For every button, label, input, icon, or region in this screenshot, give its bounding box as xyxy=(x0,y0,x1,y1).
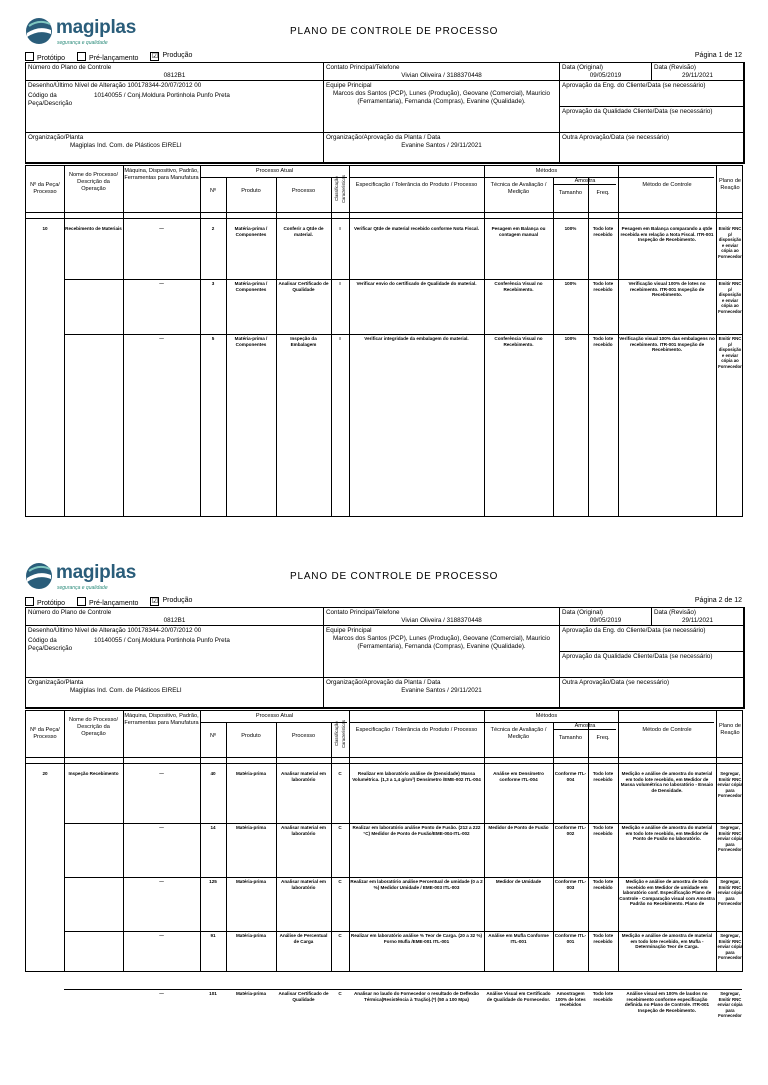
row-classification: I xyxy=(339,226,341,231)
row-frequency: Todo lote recebido xyxy=(592,933,614,944)
row-product: Matéria-prima xyxy=(235,991,267,996)
date-revision-label: Data (Revisão) xyxy=(654,609,696,616)
row-reaction-plan: Emitir RNC p/ disposição e enviar cópia ao Fornecedor xyxy=(718,281,742,314)
row-reaction-plan: Segregar, Emitir RNC enviar cópia para Fornecedor xyxy=(717,879,743,907)
plan-number-label: Número do Plano de Controle xyxy=(28,609,112,616)
team-label: Equipe Principal xyxy=(326,627,372,634)
row-process-name xyxy=(65,336,122,387)
page-title: PLANO DE CONTROLE DE PROCESSO xyxy=(290,571,499,582)
col-header-size: Tamanho xyxy=(558,735,582,741)
row-sample-size: Conforme ITL-002 xyxy=(554,825,587,836)
stage-checkbox[interactable] xyxy=(77,52,138,62)
col-header-product: Produto xyxy=(241,733,261,739)
row-divider xyxy=(64,823,742,824)
row-classification: C xyxy=(338,933,342,938)
row-technique: Análise em Densímetro conforme ITL-004 xyxy=(493,771,544,782)
row-process: Analisar material em laboratório xyxy=(281,825,326,836)
row-classification: I xyxy=(339,336,341,341)
col-header-machine: Máquina, Dispositivo, Padrão, Ferramentas para Manufatura xyxy=(124,713,199,726)
team-cell xyxy=(324,81,560,133)
col-header-technique: Técnica de Avaliação / Medição xyxy=(490,727,547,740)
row-process: Analisar Certificado de Qualidade xyxy=(278,281,329,292)
process-table xyxy=(25,165,743,517)
checkbox-icon xyxy=(77,597,86,606)
row-control-method: Verificação visual 100% das embalagens no recebimento. ITR-001 Inspeção de Recebimento. xyxy=(619,336,715,353)
row-product: Matéria-prima xyxy=(235,771,267,776)
row-specification: Realizar em laboratório análise Ponto de Fusão. (212 a 222 °C) Medidor de Ponto de Fusão/EME-004-ITL-002 xyxy=(352,825,481,836)
col-header-sample: Amostra xyxy=(574,178,596,184)
row-divider xyxy=(64,334,742,335)
contact-label: Contato Principal/Telefone xyxy=(326,609,400,616)
eng-approval: Aprovação da Eng. do Cliente/Data (se necessário) xyxy=(562,627,706,634)
header-divider xyxy=(26,212,742,213)
row-control-method: Verificação visual 100% de lotes no recebimento. ITR-001 Inspeção de Recebimento. xyxy=(628,281,706,298)
row-technique: Medidor de Umidade xyxy=(495,879,542,884)
team-value: Marcos dos Santos (PCP), Lunes (Produção), Geovane (Comercial), Mauricio (Ferramentaria), Fernanda (Compras), Evanine (Qualidade). xyxy=(333,635,550,650)
row-sample-size: 100% xyxy=(564,226,577,231)
magiplas-logo xyxy=(24,559,164,595)
row-process: Conferir a Qtde de material. xyxy=(283,226,324,237)
row-divider xyxy=(64,989,742,990)
row-classification: C xyxy=(338,825,342,830)
row-frequency: Todo lote recebido xyxy=(592,336,614,347)
row-process-name: Inspeção Recebimento xyxy=(68,771,119,776)
row-operation-number xyxy=(27,281,63,332)
row-technique: Análise em Mufla Conforme ITL-001 xyxy=(488,933,549,944)
stage-checkbox[interactable] xyxy=(150,597,192,607)
col-header-process-name: Nome do Processo/ Descrição da Operação xyxy=(68,717,119,737)
col-header-number: Nº xyxy=(209,733,217,739)
row-machine: — xyxy=(159,281,164,286)
plan-header xyxy=(25,62,745,164)
col-header-process: Processo xyxy=(291,733,316,739)
row-divider xyxy=(64,931,742,932)
date-original-label: Data (Original) xyxy=(562,609,603,616)
globe-logo-icon xyxy=(24,561,54,591)
row-specification: Verificar envio do certificado de Qualidade do material. xyxy=(356,281,477,286)
stage-checkboxes xyxy=(25,52,192,62)
row-process-name xyxy=(65,281,122,332)
page-number: Página 1 de 12 xyxy=(694,52,742,59)
stage-checkbox[interactable] xyxy=(25,597,65,607)
row-operation-number xyxy=(27,991,63,1037)
row-specification: Realizar em laboratório análise % Teor de Carga. (20 a 32 %) Forno Mufla /EME-001 ITL-001 xyxy=(350,933,483,944)
org-approval: Evanine Santos / 29/11/2021 xyxy=(401,687,482,694)
subheader-divider xyxy=(200,722,347,723)
row-divider xyxy=(64,877,742,878)
row-number: 40 xyxy=(210,771,216,776)
checkbox-icon xyxy=(25,52,34,61)
row-control-method: Análise visual em 100% de laudos no recebimento conforme especificação definida no Plano de Controle. ITR-001 Inspeção de Recebimento. xyxy=(624,991,710,1013)
row-sample-size: Conforme ITL-003 xyxy=(554,879,587,890)
stage-label: Pré-lançamento xyxy=(89,600,139,607)
document-page xyxy=(0,545,768,1085)
stage-label: Produção xyxy=(162,597,193,604)
col-header-size: Tamanho xyxy=(558,190,582,196)
org-approval-cell xyxy=(324,678,560,708)
stage-checkboxes xyxy=(25,597,192,607)
stage-checkbox[interactable] xyxy=(77,597,138,607)
contact-cell xyxy=(324,608,560,626)
row-control-method: Medição e análise de amostra de material em todo lote recebido, em Mufla - Determinação Teor de Carga. xyxy=(621,933,713,950)
eng-approval: Aprovação da Eng. do Cliente/Data (se necessário) xyxy=(562,82,706,89)
row-reaction-plan: Emitir RNC p/ disposição e enviar cópia ao Fornecedor xyxy=(718,336,742,369)
row-sample-size: 100% xyxy=(564,281,577,286)
drawing-cell xyxy=(26,81,324,133)
row-number: 2 xyxy=(211,226,215,231)
col-header-current-process: Processo Atual xyxy=(255,713,294,719)
quality-approval-cell xyxy=(560,107,744,133)
row-operation-number xyxy=(27,879,63,929)
col-header-process-name: Nome do Processo/ Descrição da Operação xyxy=(68,172,119,192)
col-header-technique: Técnica de Avaliação / Medição xyxy=(490,182,547,195)
row-machine: — xyxy=(159,879,164,884)
row-frequency: Todo lote recebido xyxy=(592,879,614,890)
header-bottom xyxy=(26,763,742,764)
row-classification: I xyxy=(339,281,341,286)
row-process: Analisar material em laboratório xyxy=(281,771,326,782)
col-header-control-method: Método de Controle xyxy=(642,727,692,733)
drawing-cell xyxy=(26,626,324,678)
plan-number: 0812B1 xyxy=(163,617,186,624)
col-header-specification: Especificação / Tolerância do Produto / Processo xyxy=(355,182,478,188)
checkbox-icon xyxy=(25,597,34,606)
row-number: 101 xyxy=(209,991,217,996)
col-header-product: Produto xyxy=(241,188,261,194)
subheader-divider xyxy=(200,177,347,178)
row-frequency: Todo lote recebido xyxy=(592,991,614,1002)
row-product: Matéria-prima / Componentes xyxy=(234,226,268,237)
date-original-cell xyxy=(560,63,652,81)
row-machine: — xyxy=(159,336,164,341)
checkbox-icon: ☑ xyxy=(151,598,159,605)
row-specification: Analisar no laudo do Fornecedor o resultado de Deflexão Térmica(Resistência à Tração).(*) (50 a 100 Mpa) xyxy=(353,991,480,1002)
row-reaction-plan: Segregar, Emitir RNC enviar cópia para Fornecedor xyxy=(717,771,743,799)
org-approval-label: Organização/Aprovação da Planta / Data xyxy=(326,679,441,686)
row-process: Analisar Certificado de Qualidade xyxy=(278,991,329,1002)
row-frequency: Todo lote recebido xyxy=(592,226,614,237)
col-header-methods: Métodos xyxy=(535,713,558,719)
row-product: Matéria-prima xyxy=(235,825,267,830)
process-table xyxy=(25,710,743,1019)
row-reaction-plan: Segregar, Emitir RNC enviar cópia para Fornecedor xyxy=(717,991,743,1019)
stage-checkbox[interactable] xyxy=(25,52,65,62)
row-technique: Análise Visual em Certificado de Qualidade do Fornecedor. xyxy=(486,991,551,1002)
row-operation-number xyxy=(27,825,63,875)
row-divider xyxy=(64,279,742,280)
globe-logo-icon xyxy=(24,16,54,46)
col-header-part-number: Nº da Peça/ Processo xyxy=(30,182,60,195)
row-number: 5 xyxy=(211,336,215,341)
col-header-sample: Amostra xyxy=(574,723,596,729)
row-frequency: Todo lote recebido xyxy=(592,771,614,782)
brand-name: magiplas xyxy=(56,562,136,583)
row-sample-size: Conforme ITL-004 xyxy=(554,771,587,782)
row-number: 125 xyxy=(209,879,217,884)
stage-label: Produção xyxy=(162,52,193,59)
other-approval-cell xyxy=(560,678,744,708)
row-control-method: Medição e análise de amostra do material em todo lote recebido, em Medidor de Massa volumétrica no laboratório - Ensaio de Densidade. xyxy=(620,771,714,793)
row-specification: Verificar integridade da embalagem do material. xyxy=(364,336,469,341)
magiplas-logo xyxy=(24,14,164,50)
col-header-specification: Especificação / Tolerância do Produto / Processo xyxy=(355,727,478,733)
col-header-machine: Máquina, Dispositivo, Padrão, Ferramentas para Manufatura xyxy=(124,168,199,181)
row-product: Matéria-prima xyxy=(235,933,267,938)
col-header-control-method: Método de Controle xyxy=(642,182,692,188)
row-product: Matéria-prima / Componentes xyxy=(234,281,268,292)
date-original-label: Data (Original) xyxy=(562,64,603,71)
row-control-method: Pesagem em Balança comparando a qtde recebida em relação a Nota Fiscal. ITR-001 Inspeção de Recebimento. xyxy=(620,226,714,243)
other-approval: Outra Aprovação/Data (se necessário) xyxy=(562,134,670,141)
plan-number: 0812B1 xyxy=(163,72,186,79)
row-machine: — xyxy=(159,226,164,231)
plan-number-label: Número do Plano de Controle xyxy=(28,64,112,71)
row-operation-number xyxy=(27,336,63,387)
header-bottom xyxy=(26,218,742,219)
row-process-name: Recebimento de Materiais xyxy=(65,226,122,231)
code-value: 10140055 / Conj.Moldura Portinhola Punfo Preta xyxy=(94,637,230,644)
col-header-current-process: Processo Atual xyxy=(255,168,294,174)
brand-tagline: segurança e qualidade xyxy=(57,40,108,46)
row-specification: Realizar em laboratório análise Percentual de umidade (0 a 2 %) Medidor Umidade / EME-003 ITL-003 xyxy=(350,879,483,890)
drawing-label: Desenho/Último Nível de Alteração xyxy=(28,82,126,89)
col-header-reaction-plan: Plano de Reação xyxy=(718,723,742,736)
row-process-name xyxy=(65,879,122,929)
org-cell xyxy=(26,133,324,163)
row-specification: Verificar Qtde de material recebido conforme Nota Fiscal. xyxy=(353,226,480,231)
date-revision: 29/11/2021 xyxy=(681,617,714,624)
row-machine: — xyxy=(159,825,164,830)
row-technique: Conferência Visual no Recebimento. xyxy=(494,336,543,347)
brand-name: magiplas xyxy=(56,17,136,38)
org-cell xyxy=(26,678,324,708)
col-header-number: Nº xyxy=(209,188,217,194)
row-machine: — xyxy=(159,933,164,938)
row-number: 3 xyxy=(211,281,215,286)
col-header-frequency: Freq. xyxy=(596,190,610,196)
row-reaction-plan: Segregar, Emitir RNC enviar cópia para Fornecedor xyxy=(717,933,743,961)
row-machine: — xyxy=(159,771,164,776)
code-value: 10140055 / Conj.Moldura Portinhola Punfo Preta xyxy=(94,92,230,99)
row-frequency: Todo lote recebido xyxy=(592,281,614,292)
date-original-cell xyxy=(560,608,652,626)
code-label: Código da Peça/Descrição xyxy=(28,92,73,107)
date-original: 09/05/2019 xyxy=(589,72,622,79)
org-approval-label: Organização/Aprovação da Planta / Data xyxy=(326,134,441,141)
org-approval-cell xyxy=(324,133,560,163)
row-reaction-plan: Emitir RNC p/ disposição e enviar cópia ao Fornecedor xyxy=(718,226,742,259)
row-technique: Conferência Visual no Recebimento. xyxy=(494,281,543,292)
quality-approval: Aprovação da Qualidade Cliente/Data (se necessário) xyxy=(562,108,713,115)
col-header-classification: Classificação Características xyxy=(334,175,346,203)
row-process-name xyxy=(65,933,122,987)
row-operation-number: 10 xyxy=(42,226,48,231)
other-approval: Outra Aprovação/Data (se necessário) xyxy=(562,679,670,686)
subheader-divider xyxy=(349,177,714,178)
contact-label: Contato Principal/Telefone xyxy=(326,64,400,71)
date-original: 09/05/2019 xyxy=(589,617,622,624)
eng-approval-cell xyxy=(560,626,744,652)
row-classification: C xyxy=(338,879,342,884)
row-sample-size: Amostragem 100% de lotes recebidos xyxy=(555,991,586,1008)
stage-label: Protótipo xyxy=(37,600,66,607)
org-label: Organização/Planta xyxy=(28,679,84,686)
drawing-value: 100178344-20/07/2012 00 xyxy=(127,627,202,634)
checkbox-icon: ☑ xyxy=(151,53,159,60)
subheader-divider xyxy=(349,722,714,723)
row-product: Matéria-prima / Componentes xyxy=(234,336,268,347)
code-label: Código da Peça/Descrição xyxy=(28,637,73,652)
org-value: Magiplas Ind. Com. de Plásticos EIRELI xyxy=(70,142,182,149)
team-label: Equipe Principal xyxy=(326,82,372,89)
row-process-name xyxy=(65,991,122,1037)
quality-approval-cell xyxy=(560,652,744,678)
team-cell xyxy=(324,626,560,678)
col-header-reaction-plan: Plano de Reação xyxy=(718,178,742,191)
row-classification: C xyxy=(338,991,342,996)
plan-number-cell xyxy=(26,63,324,81)
row-machine: — xyxy=(159,991,164,996)
row-technique: Medidor de Ponto de Fusão xyxy=(488,825,549,830)
contact-value: Vivian Oliveira / 3188370448 xyxy=(401,617,482,624)
org-approval: Evanine Santos / 29/11/2021 xyxy=(401,142,482,149)
team-value: Marcos dos Santos (PCP), Lunes (Produção), Geovane (Comercial), Mauricio (Ferramentaria), Fernanda (Compras), Evanine (Qualidade). xyxy=(333,90,550,105)
drawing-label: Desenho/Último Nível de Alteração xyxy=(28,627,126,634)
eng-approval-cell xyxy=(560,81,744,107)
drawing-value: 100178344-20/07/2012 00 xyxy=(127,82,202,89)
row-control-method: Medição e análise de amostra do material em todo lote recebido, em Medidor de Ponto de Fusão no laboratório. xyxy=(621,825,713,842)
org-label: Organização/Planta xyxy=(28,134,84,141)
contact-cell xyxy=(324,63,560,81)
plan-number-cell xyxy=(26,608,324,626)
stage-label: Pré-lançamento xyxy=(89,55,139,62)
row-number: 14 xyxy=(210,825,216,830)
row-sample-size: Conforme ITL-001 xyxy=(554,933,587,944)
row-technique: Pesagem em Balança ou contagem manual xyxy=(491,226,546,237)
page-title: PLANO DE CONTROLE DE PROCESSO xyxy=(290,26,499,37)
date-revision-label: Data (Revisão) xyxy=(654,64,696,71)
row-operation-number: 20 xyxy=(42,771,48,776)
contact-value: Vivian Oliveira / 3188370448 xyxy=(401,72,482,79)
org-value: Magiplas Ind. Com. de Plásticos EIRELI xyxy=(70,687,182,694)
row-classification: C xyxy=(338,771,342,776)
checkbox-icon xyxy=(77,52,86,61)
date-revision-cell xyxy=(652,608,744,626)
row-sample-size: 100% xyxy=(564,336,577,341)
col-header-classification: Classificação Características xyxy=(334,720,346,748)
row-number: 91 xyxy=(210,933,216,938)
brand-tagline: segurança e qualidade xyxy=(57,585,108,591)
row-process: Analisar material em laboratório xyxy=(281,879,326,890)
row-reaction-plan: Segregar, Emitir RNC enviar cópia para Fornecedor xyxy=(717,825,743,853)
col-header-part-number: Nº da Peça/ Processo xyxy=(30,727,60,740)
col-header-methods: Métodos xyxy=(535,168,558,174)
row-process: Inspeção da Embalagem xyxy=(290,336,317,347)
row-control-method: Medição e análise de amostra de todo recebido em Medidor de umidade em laboratório conf. Especificação Plano de Controle - Comparação visual com Amostra Padrão no Recebimento. Plano de xyxy=(619,879,715,907)
row-specification: Realizar em laboratório análise de (Densidade) Massa Volumétrica. (1,3 a 1,4 g/cm³) Densímetro /EME-002 ITL-004 xyxy=(352,771,481,782)
row-process-name xyxy=(65,825,122,875)
other-approval-cell xyxy=(560,133,744,163)
row-product: Matéria-prima xyxy=(235,879,267,884)
header-divider xyxy=(26,757,742,758)
date-revision-cell xyxy=(652,63,744,81)
quality-approval: Aprovação da Qualidade Cliente/Data (se necessário) xyxy=(562,653,713,660)
stage-label: Protótipo xyxy=(37,55,66,62)
plan-header xyxy=(25,607,745,709)
col-header-process: Processo xyxy=(291,188,316,194)
row-process: Análise de Percentual de Carga xyxy=(279,933,328,944)
col-header-frequency: Freq. xyxy=(596,735,610,741)
date-revision: 29/11/2021 xyxy=(681,72,714,79)
row-operation-number xyxy=(27,933,63,987)
document-page xyxy=(0,0,768,540)
page-number: Página 2 de 12 xyxy=(694,597,742,604)
row-frequency: Todo lote recebido xyxy=(592,825,614,836)
stage-checkbox[interactable] xyxy=(150,52,192,62)
